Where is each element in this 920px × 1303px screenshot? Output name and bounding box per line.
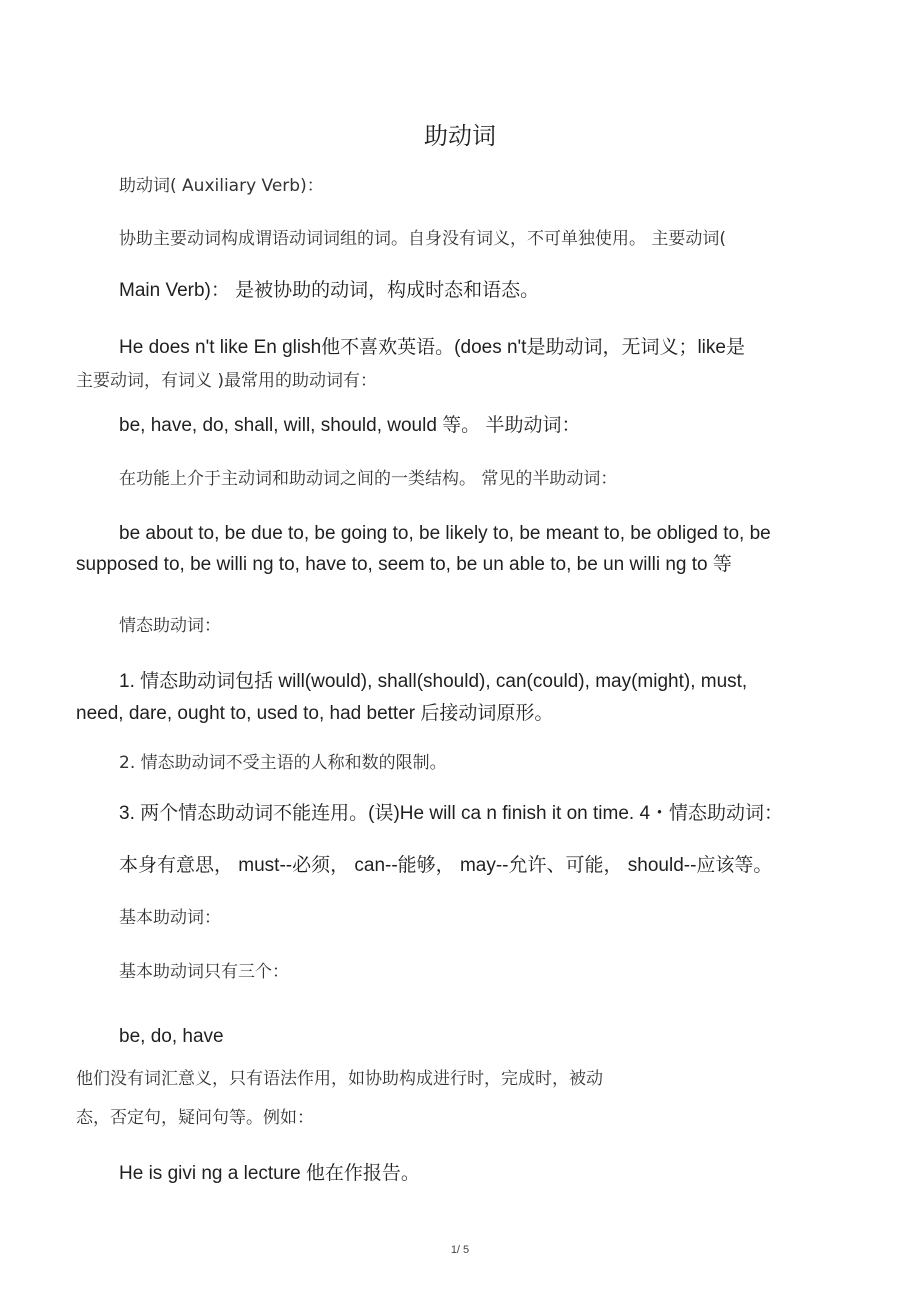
text-line-9: supposed to, be willi ng to, have to, seem to, be un able to, be un willi ng to 等 <box>76 554 732 575</box>
text-line-7: 在功能上介于主动词和助动词之间的一类结构。 常见的半助动词： <box>119 469 618 489</box>
text-line-15: 本身有意思， must--必须， can--能够， may--允许、可能， should--应该等。 <box>119 855 773 876</box>
text-line-17: 基本助动词只有三个： <box>119 962 289 982</box>
text-line-13: 2. 情态助动词不受主语的人称和数的限制。 <box>119 753 447 773</box>
page-number: 1/ 5 <box>450 1244 470 1256</box>
text-line-6: be, have, do, shall, will, should, would 等。 半助动词： <box>119 415 581 436</box>
text-line-10: 情态助动词： <box>119 616 221 636</box>
text-line-2: 协助主要动词构成谓语动词词组的词。自身没有词义，不可单独使用。 主要动词( <box>119 229 727 249</box>
text-line-12: need, dare, ought to, used to, had better 后接动词原形。 <box>76 703 554 724</box>
text-line-19: 他们没有词汇意义，只有语法作用，如协助构成进行时，完成时，被动 <box>76 1069 603 1089</box>
text-line-18: be, do, have <box>119 1026 224 1047</box>
text-line-20: 态，否定句，疑问句等。例如： <box>76 1108 314 1128</box>
text-line-21: He is givi ng a lecture 他在作报告。 <box>119 1163 420 1184</box>
text-line-11: 1. 情态助动词包括 will(would), shall(should), can(could), may(might), must, <box>119 671 748 692</box>
text-line-8: be about to, be due to, be going to, be likely to, be meant to, be obliged to, be <box>119 523 771 544</box>
text-line-1: 助动词( Auxiliary Verb)： <box>119 176 324 196</box>
page-title: 助动词 <box>424 122 496 150</box>
text-line-14: 3. 两个情态助动词不能连用。(误)He will ca n finish it on time. 4・情态助动词： <box>119 803 784 824</box>
text-line-4: He does n't like En glish他不喜欢英语。(does n't是助动词，无词义；like是 <box>119 337 745 358</box>
text-line-5: 主要动词，有词义 )最常用的助动词有： <box>76 371 378 391</box>
text-line-16: 基本助动词： <box>119 908 221 928</box>
text-line-3: Main Verb)： 是被协助的动词，构成时态和语态。 <box>119 280 540 301</box>
